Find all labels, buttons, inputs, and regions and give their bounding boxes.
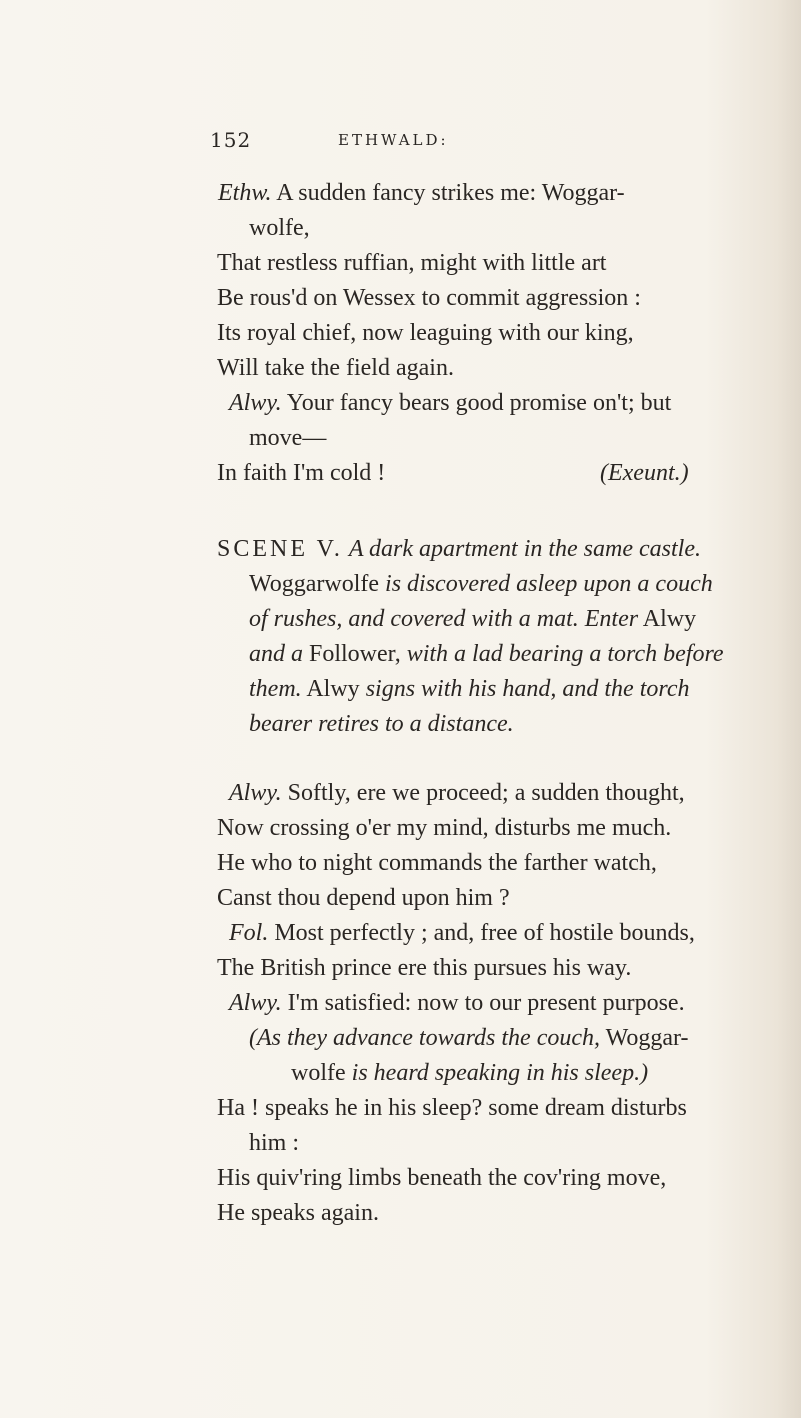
- page-header: [210, 128, 590, 158]
- direction-text: with a lad bearing a torch before: [406, 641, 724, 667]
- direction-text: and a: [249, 641, 303, 667]
- dialogue-line: [229, 916, 695, 950]
- line-text: Most perfectly ; and, free of hostile bounds,: [274, 920, 695, 946]
- running-title: ETHWALD:: [338, 131, 449, 149]
- direction-text: signs with his hand, and the torch: [365, 676, 690, 702]
- dialogue-line: His quiv'ring limbs beneath the cov'ring move,: [217, 1165, 667, 1191]
- character-name: Woggarwolfe: [249, 571, 380, 597]
- speaker-name: Alwy.: [229, 390, 282, 416]
- stage-direction: bearer retires to a distance.: [249, 711, 514, 737]
- line-text: A sudden fancy strikes me: Woggar-: [276, 180, 625, 206]
- direction-text: (As they advance towards the couch,: [249, 1025, 601, 1051]
- dialogue-line: He who to night commands the farther watch,: [217, 850, 657, 876]
- speaker-name: Ethw.: [218, 180, 272, 206]
- stage-direction: (Exeunt.): [600, 460, 689, 486]
- direction-text: them.: [249, 676, 302, 702]
- dialogue-line: move—: [249, 425, 327, 451]
- line-text: Your fancy bears good promise on't; but: [286, 390, 672, 416]
- speaker-name: Fol.: [229, 920, 269, 946]
- dialogue-line: Be rous'd on Wessex to commit aggression :: [217, 285, 641, 311]
- character-name: Follower,: [309, 641, 401, 667]
- line-text: I'm satisfied: now to our present purpose.: [287, 990, 685, 1016]
- character-name: Alwy: [642, 606, 697, 632]
- dialogue-line: Ha ! speaks he in his sleep? some dream disturbs: [217, 1095, 687, 1121]
- dialogue-line: [229, 776, 685, 810]
- page-number: 152: [210, 128, 252, 152]
- dialogue-line: wolfe,: [249, 215, 310, 241]
- scene-setting: A dark apartment in the same castle.: [348, 536, 701, 562]
- character-name: wolfe: [291, 1060, 346, 1086]
- dialogue-line: Its royal chief, now leaguing with our king,: [217, 320, 634, 346]
- direction-text: is heard speaking in his sleep.): [351, 1060, 649, 1086]
- stage-direction: [291, 1056, 648, 1090]
- stage-direction: [249, 637, 724, 671]
- speaker-name: Alwy.: [229, 780, 282, 806]
- dialogue-line: him :: [249, 1130, 300, 1156]
- line-text: Softly, ere we proceed; a sudden thought,: [287, 780, 685, 806]
- scene-number: SCENE V.: [217, 536, 343, 562]
- dialogue-line: Canst thou depend upon him ?: [217, 885, 510, 911]
- speaker-name: Alwy.: [229, 990, 282, 1016]
- dialogue-line: In faith I'm cold !: [217, 460, 386, 486]
- stage-direction: [249, 672, 689, 706]
- dialogue-line: Will take the field again.: [217, 355, 454, 381]
- character-name: Woggar-: [605, 1025, 689, 1051]
- stage-direction: [249, 602, 696, 636]
- dialogue-line: He speaks again.: [217, 1200, 379, 1226]
- direction-text: of rushes, and covered with a mat. Enter: [249, 606, 639, 632]
- dialogue-line: Now crossing o'er my mind, disturbs me much.: [217, 815, 672, 841]
- dialogue-line: [229, 386, 671, 420]
- dialogue-line: That restless ruffian, might with little art: [217, 250, 607, 276]
- character-name: Alwy: [306, 676, 360, 702]
- direction-text: is discovered asleep upon a couch: [385, 571, 713, 597]
- dialogue-line: The British prince ere this pursues his way.: [217, 955, 632, 981]
- scene-heading: [217, 532, 701, 566]
- stage-direction: [249, 1021, 688, 1055]
- stage-direction: [249, 567, 713, 601]
- dialogue-line: [218, 176, 625, 210]
- dialogue-line: [229, 986, 685, 1020]
